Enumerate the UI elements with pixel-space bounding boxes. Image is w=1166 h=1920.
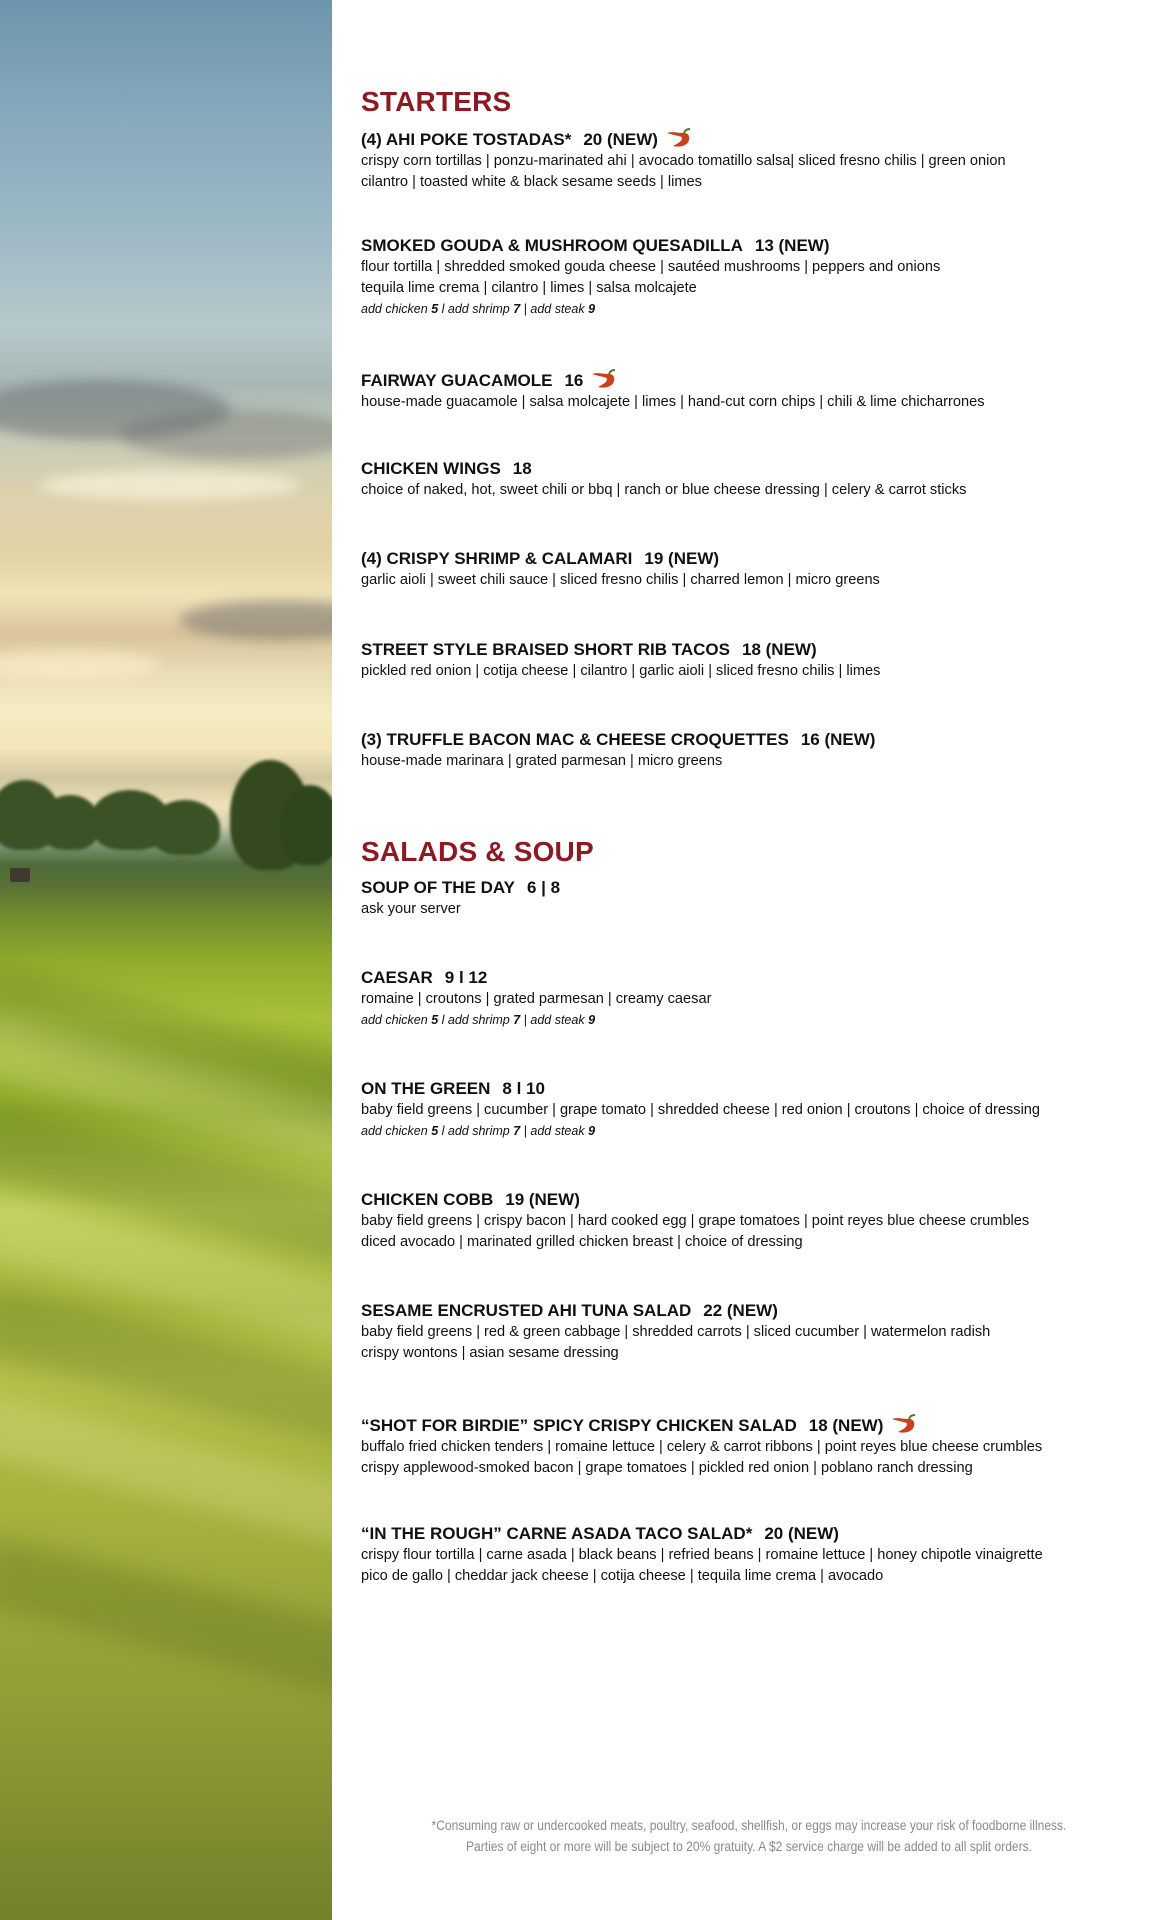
- chili-pepper-icon: [589, 368, 619, 390]
- disclaimer: [390, 1815, 1107, 1857]
- menu-item: [361, 1300, 1101, 1364]
- item-price: 18: [512, 459, 532, 478]
- item-description: crispy wontons | asian sesame dressing: [361, 1345, 619, 1361]
- item-description: crispy corn tortillas | ponzu-marinated ahi | avocado tomatillo salsa| sliced fresno chilis | green onion: [361, 153, 1006, 169]
- item-description: romaine | croutons | grated parmesan | creamy caesar: [361, 991, 712, 1007]
- item-description: crispy flour tortilla | carne asada | black beans | refried beans | romaine lettuce | honey chipotle vinaigrette: [361, 1547, 1043, 1563]
- item-price: 18 (NEW): [808, 1416, 884, 1435]
- item-price: 18 (NEW): [742, 640, 817, 659]
- item-price: 20 (NEW): [764, 1524, 839, 1543]
- menu-item: [361, 639, 1101, 682]
- item-name: FAIRWAY GUACAMOLE: [361, 371, 553, 390]
- golf-cart: [10, 868, 30, 882]
- item-name-row: [361, 967, 1101, 989]
- menu-item: [361, 1189, 1101, 1253]
- item-price: 9 l 12: [444, 968, 488, 987]
- item-name: SESAME ENCRUSTED AHI TUNA SALAD: [361, 1301, 692, 1320]
- menu-item: [361, 1078, 1101, 1142]
- item-name-row: [361, 877, 1101, 899]
- item-name-row: [361, 1413, 1101, 1437]
- disclaimer-line-health: *Consuming raw or undercooked meats, poultry, seafood, shellfish, or eggs may increase your risk of foodborne illness.: [431, 1817, 1067, 1833]
- item-description: buffalo fried chicken tenders | romaine lettuce | celery & carrot ribbons | point reyes blue cheese crumbles: [361, 1439, 1043, 1455]
- item-description: baby field greens | red & green cabbage | shredded carrots | sliced cucumber | watermelon radish: [361, 1324, 991, 1340]
- item-price: 16: [564, 371, 584, 390]
- section-title-salads-soup: SALADS & SOUP: [361, 836, 594, 867]
- item-description: house-made marinara | grated parmesan | micro greens: [361, 753, 723, 769]
- menu-item: [361, 235, 1101, 320]
- menu-item: [361, 458, 1101, 501]
- item-description: crispy applewood-smoked bacon | grape tomatoes | pickled red onion | poblano ranch dressing: [361, 1460, 973, 1476]
- item-name: CHICKEN WINGS: [361, 459, 501, 478]
- item-price: 20 (NEW): [583, 130, 658, 149]
- item-name: ON THE GREEN: [361, 1079, 491, 1098]
- item-name: STREET STYLE BRAISED SHORT RIB TACOS: [361, 640, 730, 659]
- item-name: “SHOT FOR BIRDIE” SPICY CRISPY CHICKEN SALAD: [361, 1416, 797, 1435]
- item-name: SMOKED GOUDA & MUSHROOM QUESADILLA: [361, 236, 743, 255]
- menu-item: [361, 548, 1101, 591]
- menu-item: [361, 967, 1101, 1031]
- item-name-row: [361, 458, 1101, 480]
- item-price: 6 | 8: [526, 878, 561, 897]
- menu-item: [361, 127, 1101, 193]
- item-description: cilantro | toasted white & black sesame seeds | limes: [361, 174, 702, 190]
- item-description: pickled red onion | cotija cheese | cilantro | garlic aioli | sliced fresno chilis | limes: [361, 663, 881, 679]
- item-name: (4) AHI POKE TOSTADAS*: [361, 130, 572, 149]
- item-price: 16 (NEW): [800, 730, 876, 749]
- disclaimer-line-gratuity: Parties of eight or more will be subject to 20% gratuity. A $2 service charge will be added to all split orders.: [466, 1838, 1032, 1854]
- item-name-row: [361, 729, 1101, 751]
- item-name-row: [361, 1300, 1101, 1322]
- item-price: 19 (NEW): [505, 1190, 580, 1209]
- item-name-row: [361, 639, 1101, 661]
- item-price: 22 (NEW): [703, 1301, 778, 1320]
- item-description: baby field greens | crispy bacon | hard cooked egg | grape tomatoes | point reyes blue cheese crumbles: [361, 1213, 1030, 1229]
- menu-item: [361, 877, 1101, 920]
- golf-course-photo: [0, 0, 332, 1920]
- item-name-row: [361, 1078, 1101, 1100]
- item-description: flour tortilla | shredded smoked gouda cheese | sautéed mushrooms | peppers and onions: [361, 259, 941, 275]
- item-name-row: [361, 1523, 1101, 1545]
- item-addons: add chicken 5 l add shrimp 7 | add steak 9: [361, 302, 596, 316]
- menu-item: [361, 1413, 1101, 1479]
- item-description: house-made guacamole | salsa molcajete | limes | hand-cut corn chips | chili & lime chicharrones: [361, 394, 985, 410]
- item-description: tequila lime crema | cilantro | limes | salsa molcajete: [361, 280, 697, 296]
- section-title-starters: STARTERS: [361, 86, 512, 117]
- item-name: (4) CRISPY SHRIMP & CALAMARI: [361, 549, 633, 568]
- item-name-row: [361, 548, 1101, 570]
- item-description: pico de gallo | cheddar jack cheese | cotija cheese | tequila lime crema | avocado: [361, 1568, 884, 1584]
- item-name-row: [361, 127, 1101, 151]
- item-name: CAESAR: [361, 968, 433, 987]
- menu-item: [361, 729, 1101, 772]
- item-description: baby field greens | cucumber | grape tomato | shredded cheese | red onion | croutons | choice of dressing: [361, 1102, 1041, 1118]
- item-price: 19 (NEW): [644, 549, 720, 568]
- item-description: diced avocado | marinated grilled chicken breast | choice of dressing: [361, 1234, 803, 1250]
- item-description: garlic aioli | sweet chili sauce | sliced fresno chilis | charred lemon | micro greens: [361, 572, 880, 588]
- item-addons: add chicken 5 l add shrimp 7 | add steak 9: [361, 1013, 596, 1027]
- chili-pepper-icon: [664, 127, 694, 149]
- item-name-row: [361, 368, 1101, 392]
- item-price: 13 (NEW): [754, 236, 830, 255]
- item-name-row: [361, 1189, 1101, 1211]
- item-name: “IN THE ROUGH” CARNE ASADA TACO SALAD*: [361, 1524, 753, 1543]
- item-name: (3) TRUFFLE BACON MAC & CHEESE CROQUETTES: [361, 730, 789, 749]
- item-price: 8 l 10: [502, 1079, 545, 1098]
- item-description: choice of naked, hot, sweet chili or bbq | ranch or blue cheese dressing | celery & carrot sticks: [361, 482, 967, 498]
- item-name: CHICKEN COBB: [361, 1190, 494, 1209]
- item-name: SOUP OF THE DAY: [361, 878, 515, 897]
- item-name-row: [361, 235, 1101, 257]
- item-addons: add chicken 5 l add shrimp 7 | add steak 9: [361, 1124, 596, 1138]
- menu-item: [361, 1523, 1101, 1587]
- menu-item: [361, 368, 1101, 413]
- chili-pepper-icon: [889, 1413, 919, 1435]
- item-description: ask your server: [361, 901, 461, 917]
